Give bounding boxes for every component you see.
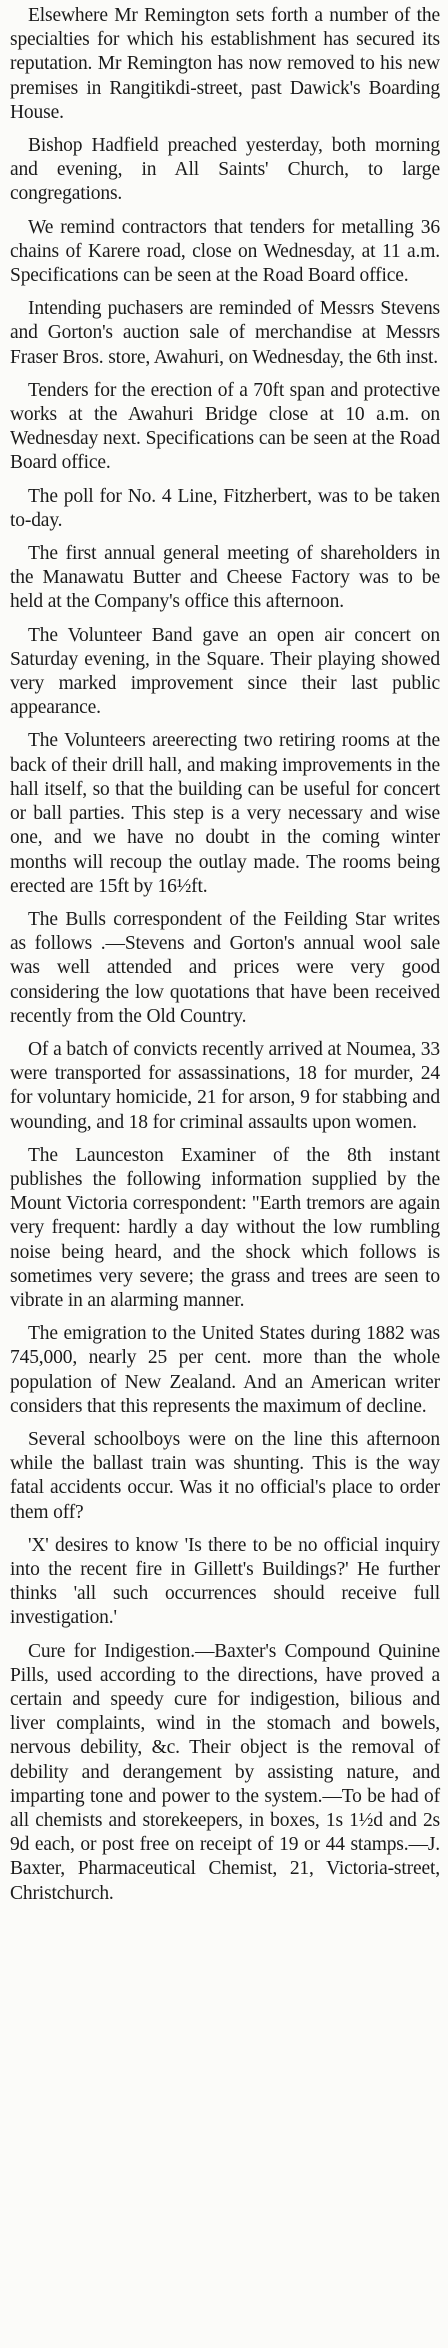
paragraph-volunteer-band: The Volunteer Band gave an open air concert on Saturday evening, in the Square. Their playing showed very marked improvement since their last public appearance. (10, 624, 440, 719)
paragraph-remington: Elsewhere Mr Remington sets forth a number of the specialties for which his establishment has secured its reputation. Mr Remington has now removed to his new premises in Rangitikdi-street, past Dawick's Boarding House. (10, 5, 440, 123)
paragraph-bishop-hadfield: Bishop Hadfield preached yesterday, both morning and evening, in All Saints' Church, to large congregations. (10, 135, 440, 205)
paragraph-poll: The poll for No. 4 Line, Fitzherbert, was to be taken to-day. (10, 485, 440, 531)
paragraph-retiring-rooms: The Volunteers areerecting two retiring rooms at the back of their drill hall, and making improvements in the hall itself, so that the building can be useful for concert or ball parties. This step is a very necessary and wise one, and we have no doubt in the coming winter months will recoup the outlay made. The rooms being erected are 15ft by 16½ft. (10, 730, 440, 897)
news-column (10, 4, 440, 1915)
paragraph-schoolboys: Several schoolboys were on the line this afternoon while the ballast train was shunting. This is the way fatal accidents occur. Was it no official's place to order them off? (10, 1428, 440, 1523)
paragraph-emigration: The emigration to the United States during 1882 was 745,000, nearly 25 per cent. more than the whole population of New Zealand. And an American writer considers that this represents the maximum of decline. (10, 1323, 440, 1417)
paragraph-indigestion-advert: Cure for Indigestion.—Baxter's Compound Quinine Pills, used according to the directions, have proved a certain and speedy cure for indigestion, bilious and liver complaints, wind in the stomach and bowels, nervous debility, &c. Their object is the removal of debility and derangement by assisting nature, and imparting tone and power to the system.—To be had of all chemists and storekeepers, in boxes, 1s 1½d and 2s 9d each, or post free on receipt of 19 or 44 stamps.—J. Baxter, Pharmaceutical Chemist, 21, Victoria-street, Christchurch. (10, 1640, 440, 1904)
paragraph-auction-sale: Intending puchasers are reminded of Messrs Stevens and Gorton's auction sale of merchandise at Messrs Fraser Bros. store, Awahuri, on Wednesday, the 6th inst. (10, 298, 440, 368)
paragraph-awahuri-bridge: Tenders for the erection of a 70ft span and protective works at the Awahuri Bridge close at 10 a.m. on Wednesday next. Specifications can be seen at the Road Board office. (10, 379, 440, 474)
paragraph-gillett-fire: 'X' desires to know 'Is there to be no official inquiry into the recent fire in Gillett's Buildings?' He further thinks 'all such occurrences should receive full investigation.' (10, 1534, 440, 1629)
paragraph-karere-road-tenders: We remind contractors that tenders for metalling 36 chains of Karere road, close on Wednesday, at 11 a.m. Specifications can be seen at the Road Board office. (10, 216, 440, 287)
paragraph-butter-factory: The first annual general meeting of shareholders in the Manawatu Butter and Cheese Factory was to be held at the Company's office this afternoon. (10, 543, 440, 613)
paragraph-earth-tremors: The Launceston Examiner of the 8th instant publishes the following information supplied by the Mount Victoria correspondent: "Earth tremors are again very frequent: hardly a day without the low rumbling noise being heard, and the shock which follows is sometimes very severe; the grass and trees are seen to vibrate in an alarming manner. (10, 1144, 440, 1311)
paragraph-bulls-wool-sale: The Bulls correspondent of the Feilding Star writes as follows .—Stevens and Gorton's annual wool sale was well attended and prices were very good considering the low quotations that have been received recently from the Old Country. (10, 908, 440, 1027)
paragraph-noumea-convicts: Of a batch of convicts recently arrived at Noumea, 33 were transported for assassinations, 18 for murder, 24 for voluntary homicide, 21 for arson, 9 for stabbing and wounding, and 18 for criminal assaults upon women. (10, 1038, 440, 1133)
